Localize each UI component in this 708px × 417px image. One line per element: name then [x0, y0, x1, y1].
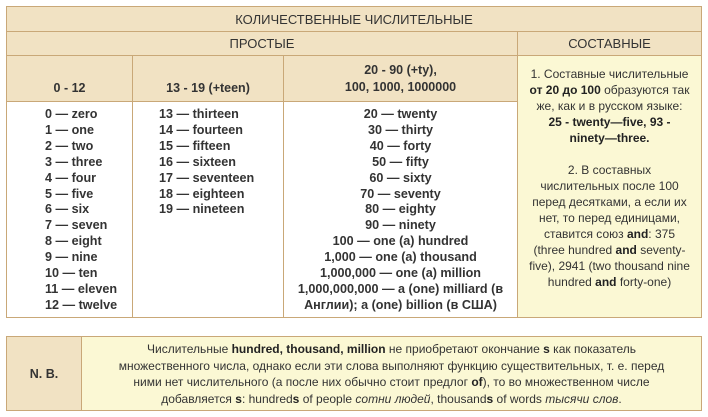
list-item: 30 — thirty: [367, 122, 434, 137]
nb-text: ), то во множественном числе: [482, 375, 650, 389]
nb-suffix: s: [543, 342, 550, 356]
simple-header-text: ПРОСТЫЕ: [229, 36, 295, 51]
nb-text: , thousand: [430, 391, 487, 406]
rule2-text: hundred: [547, 275, 596, 289]
col3-header: [283, 55, 518, 102]
list-item: 1,000,000 — one (a) million: [320, 266, 481, 281]
nb-suffix: s: [235, 391, 242, 406]
rule2-text: : 375: [648, 227, 675, 241]
rule1-text: же, как и в русском языке:: [536, 99, 683, 113]
list-item: Англии); a (one) billion (в США): [304, 297, 497, 312]
col2-header: [132, 55, 284, 102]
list-item: 16 — sixteen: [159, 154, 237, 169]
list-item: 2 — two: [45, 138, 94, 153]
simple-header: [6, 31, 518, 56]
list-item: 6 — six: [45, 202, 90, 217]
list-item: 50 — fifty: [372, 154, 429, 169]
rule1-text: 1. Составные числительные: [530, 67, 689, 81]
list-item: 19 — nineteen: [159, 202, 245, 217]
list-item: 0 — zero: [45, 107, 98, 121]
rule2-text: числительных после 100: [540, 179, 679, 193]
nb-text: of words: [493, 391, 546, 406]
col2-list: [132, 101, 284, 318]
col3-header-line2: 100, 1000, 1000000: [344, 79, 457, 94]
rule2-text: forty-one): [616, 275, 672, 289]
rule1-text: образуются так: [600, 83, 690, 97]
nb-line: [82, 374, 701, 391]
nb-label-text: N. B.: [29, 366, 59, 381]
list-item: 13 — thirteen: [159, 107, 239, 121]
list-item: 10 — ten: [45, 266, 98, 281]
compound-header: [517, 31, 702, 56]
list-item: 18 — eighteen: [159, 186, 245, 201]
list-item: 15 — fifteen: [159, 138, 231, 153]
col1-list: [6, 101, 133, 318]
nb-text: .: [618, 391, 622, 406]
rule2-text: seventy-: [636, 243, 686, 257]
nb-words: hundred, thousand, million: [231, 342, 386, 356]
list-item: 11 — eleven: [45, 281, 118, 296]
table-title: [6, 6, 702, 32]
nb-line: множественного числа, однако если эти слова выполняют функцию существительных, т. е. перед: [118, 358, 665, 373]
nb-line: [82, 391, 701, 408]
title-text: КОЛИЧЕСТВЕННЫЕ ЧИСЛИТЕЛЬНЫЕ: [235, 11, 473, 27]
col3-header-line1: 20 - 90 (+ty),: [364, 62, 437, 77]
list-item: 90 — ninety: [365, 218, 436, 233]
rule2-text: ставится союз: [544, 227, 627, 241]
rule2-text: (three hundred: [533, 243, 616, 257]
nb-text: ними нет числительного (а после них обычно стоит предлог: [133, 375, 472, 389]
compound-rule-2: [524, 162, 695, 290]
list-item: 5 — five: [45, 186, 94, 201]
rule2-and: and: [626, 227, 649, 241]
list-item: 60 — sixty: [369, 170, 432, 185]
list-item: 8 — eight: [45, 234, 102, 249]
rule2-text: five), 2941 (two thousand nine: [529, 259, 690, 273]
list-item: 17 — seventeen: [159, 170, 255, 185]
list-item: 80 — eighty: [365, 202, 436, 217]
list-item: 12 — twelve: [45, 297, 118, 312]
rule2-text: перед десятками, а если их: [532, 195, 687, 209]
nb-text: Числительные: [147, 342, 232, 356]
nb-of: of: [471, 375, 483, 389]
list-item: 1,000,000,000 — a (one) milliard (в: [297, 281, 504, 296]
nb-text: добавляется: [161, 391, 236, 406]
list-item: 1 — one: [45, 122, 94, 137]
nb-suffix: s: [486, 391, 494, 406]
rule1-example: 25 - twenty—five, 93 -: [548, 115, 671, 129]
list-item: 3 — three: [45, 154, 103, 169]
list-item: 14 — fourteen: [159, 122, 243, 137]
list-item: 4 — four: [45, 170, 97, 185]
rule2-text: нет, то перед единицами,: [539, 211, 680, 225]
col2-header-text: 13 - 19 (+teen): [166, 81, 250, 95]
nb-text: of people: [299, 391, 356, 406]
compound-header-text: СОСТАВНЫЕ: [568, 36, 651, 51]
list-item: 100 — one (a) hundred: [332, 234, 469, 249]
nb-translation: тысячи слов: [545, 391, 619, 406]
rule2-and: and: [595, 275, 617, 289]
col3-list: [283, 101, 518, 318]
nb-text: : hundred: [241, 391, 293, 406]
compound-rule-1: [524, 66, 695, 146]
list-item: 20 — twenty: [363, 107, 438, 121]
rule1-example: ninety—three.: [569, 131, 650, 145]
nb-label: [6, 336, 82, 411]
list-item: 7 — seven: [45, 218, 108, 233]
compound-rules: [517, 55, 702, 318]
list-item: 1,000 — one (a) thousand: [324, 250, 477, 265]
nb-line: [82, 341, 701, 358]
nb-translation: сотни людей: [355, 391, 431, 406]
nb-text: не приобретают окончание: [385, 342, 544, 356]
list-item: 9 — nine: [45, 250, 98, 265]
nb-note: [81, 336, 702, 411]
rule1-range: от 20 до 100: [529, 83, 601, 97]
list-item: 40 — forty: [369, 138, 432, 153]
nb-suffix: s: [292, 391, 300, 406]
nb-text: как показатель: [549, 342, 636, 356]
rule2-and: and: [615, 243, 637, 257]
rule2-text: 2. В составных: [567, 163, 652, 177]
col1-header-text: 0 - 12: [53, 81, 86, 95]
col1-header: [6, 55, 133, 102]
list-item: 70 — seventy: [360, 186, 441, 201]
